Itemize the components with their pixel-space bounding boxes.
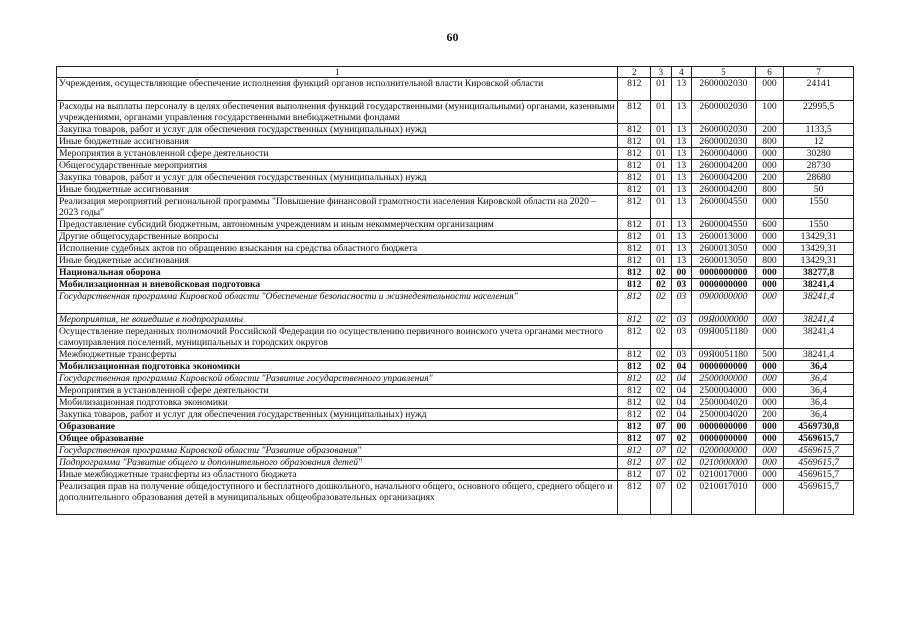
cell-target-article: 0210017000 <box>692 469 756 481</box>
cell-subsection: 13 <box>671 219 691 231</box>
cell-name: Подпрограмма "Развитие общего и дополнительного образования детей" <box>57 457 618 469</box>
table-row <box>57 255 854 267</box>
cell-target-article: 2600004200 <box>692 160 756 172</box>
cell-admin-code: 812 <box>618 267 651 279</box>
cell-admin-code: 812 <box>618 326 651 349</box>
cell-admin-code: 812 <box>618 409 651 421</box>
table-row <box>57 172 854 184</box>
cell-name: Учреждения, осуществляющие обеспечение исполнения функций органов исполнительной власти Кировской области <box>57 78 618 101</box>
header-col-1: 1 <box>57 67 618 78</box>
cell-section: 07 <box>651 421 671 433</box>
cell-target-article: 0000000000 <box>692 279 756 291</box>
cell-admin-code: 812 <box>618 124 651 136</box>
cell-amount: 13429,31 <box>784 231 854 243</box>
cell-admin-code: 812 <box>618 397 651 409</box>
cell-subsection: 03 <box>671 314 691 326</box>
cell-target-article: 0000000000 <box>692 421 756 433</box>
cell-section: 07 <box>651 481 671 515</box>
cell-name: Исполнение судебных актов по обращению взыскания на средства областного бюджета <box>57 243 618 255</box>
cell-target-article: 2600004200 <box>692 172 756 184</box>
cell-section: 01 <box>651 219 671 231</box>
table-row <box>57 349 854 361</box>
cell-section: 01 <box>651 172 671 184</box>
cell-section: 01 <box>651 160 671 172</box>
cell-section: 02 <box>651 385 671 397</box>
cell-target-article: 2600002030 <box>692 101 756 124</box>
table-row <box>57 433 854 445</box>
cell-amount: 13429,31 <box>784 243 854 255</box>
cell-name: Межбюджетные трансферты <box>57 349 618 361</box>
cell-name: Государственная программа Кировской области "Обеспечение безопасности и жизнедеятельности населения" <box>57 291 618 314</box>
cell-section: 02 <box>651 397 671 409</box>
cell-subsection: 13 <box>671 78 691 101</box>
cell-target-article: 0000000000 <box>692 267 756 279</box>
cell-section: 01 <box>651 243 671 255</box>
table-row <box>57 243 854 255</box>
cell-name: Мероприятия в установленной сфере деятельности <box>57 385 618 397</box>
cell-section: 02 <box>651 373 671 385</box>
cell-subsection: 04 <box>671 397 691 409</box>
cell-amount: 50 <box>784 184 854 196</box>
cell-section: 07 <box>651 457 671 469</box>
cell-target-article: 09Я0000000 <box>692 314 756 326</box>
cell-name: Реализация мероприятий региональной программы "Повышение финансовой грамотности населения Кировской области на 2020 – 2023 годы" <box>57 196 618 219</box>
table-row <box>57 314 854 326</box>
cell-expense-type: 000 <box>755 433 784 445</box>
cell-amount: 36,4 <box>784 409 854 421</box>
cell-amount: 24141 <box>784 78 854 101</box>
table-row <box>57 291 854 314</box>
cell-section: 01 <box>651 136 671 148</box>
cell-admin-code: 812 <box>618 385 651 397</box>
cell-name: Образование <box>57 421 618 433</box>
cell-subsection: 13 <box>671 136 691 148</box>
cell-amount: 1550 <box>784 196 854 219</box>
cell-target-article: 0210017010 <box>692 481 756 515</box>
cell-subsection: 04 <box>671 361 691 373</box>
cell-amount: 36,4 <box>784 397 854 409</box>
cell-section: 02 <box>651 314 671 326</box>
cell-section: 01 <box>651 101 671 124</box>
cell-expense-type: 000 <box>755 326 784 349</box>
cell-target-article: 2500004020 <box>692 409 756 421</box>
cell-subsection: 13 <box>671 231 691 243</box>
cell-section: 07 <box>651 445 671 457</box>
cell-amount: 4569615,7 <box>784 457 854 469</box>
cell-name: Закупка товаров, работ и услуг для обеспечения государственных (муниципальных) нужд <box>57 172 618 184</box>
table-row <box>57 267 854 279</box>
cell-name: Другие общегосударственные вопросы <box>57 231 618 243</box>
cell-target-article: 2500004020 <box>692 397 756 409</box>
cell-name: Иные бюджетные ассигнования <box>57 184 618 196</box>
table-row <box>57 148 854 160</box>
cell-admin-code: 812 <box>618 291 651 314</box>
cell-expense-type: 000 <box>755 291 784 314</box>
header-col-7: 7 <box>784 67 854 78</box>
cell-expense-type: 500 <box>755 349 784 361</box>
cell-expense-type: 100 <box>755 101 784 124</box>
cell-name: Мероприятия в установленной сфере деятельности <box>57 148 618 160</box>
cell-target-article: 2500004000 <box>692 385 756 397</box>
table-row <box>57 373 854 385</box>
cell-expense-type: 000 <box>755 279 784 291</box>
cell-section: 02 <box>651 267 671 279</box>
cell-admin-code: 812 <box>618 101 651 124</box>
cell-admin-code: 812 <box>618 136 651 148</box>
cell-section: 01 <box>651 196 671 219</box>
cell-admin-code: 812 <box>618 349 651 361</box>
cell-expense-type: 200 <box>755 124 784 136</box>
cell-target-article: 2600002030 <box>692 78 756 101</box>
cell-subsection: 13 <box>671 184 691 196</box>
cell-expense-type: 000 <box>755 243 784 255</box>
table-row <box>57 397 854 409</box>
header-col-6: 6 <box>755 67 784 78</box>
cell-expense-type: 800 <box>755 255 784 267</box>
cell-section: 07 <box>651 433 671 445</box>
table-row <box>57 421 854 433</box>
cell-subsection: 13 <box>671 148 691 160</box>
cell-subsection: 03 <box>671 349 691 361</box>
header-col-5: 5 <box>692 67 756 78</box>
cell-admin-code: 812 <box>618 160 651 172</box>
table-row <box>57 469 854 481</box>
cell-section: 01 <box>651 148 671 160</box>
cell-section: 01 <box>651 255 671 267</box>
header-col-3: 3 <box>651 67 671 78</box>
cell-expense-type: 000 <box>755 314 784 326</box>
cell-amount: 1133,5 <box>784 124 854 136</box>
cell-expense-type: 000 <box>755 196 784 219</box>
cell-expense-type: 200 <box>755 409 784 421</box>
cell-subsection: 02 <box>671 481 691 515</box>
cell-expense-type: 000 <box>755 148 784 160</box>
cell-name: Реализация прав на получение общедоступного и бесплатного дошкольного, начального общего, основного общего, среднего общего и дополнительного образования детей в муниципальных общеобразовательных организациях <box>57 481 618 515</box>
cell-admin-code: 812 <box>618 433 651 445</box>
cell-name: Закупка товаров, работ и услуг для обеспечения государственных (муниципальных) нужд <box>57 124 618 136</box>
cell-admin-code: 812 <box>618 481 651 515</box>
table-row <box>57 136 854 148</box>
table-row <box>57 231 854 243</box>
cell-admin-code: 812 <box>618 148 651 160</box>
cell-expense-type: 800 <box>755 184 784 196</box>
cell-subsection: 04 <box>671 373 691 385</box>
cell-admin-code: 812 <box>618 231 651 243</box>
cell-name: Иные межбюджетные трансферты из областного бюджета <box>57 469 618 481</box>
cell-expense-type: 000 <box>755 421 784 433</box>
cell-section: 01 <box>651 231 671 243</box>
cell-expense-type: 000 <box>755 267 784 279</box>
cell-amount: 4569615,7 <box>784 433 854 445</box>
cell-amount: 30280 <box>784 148 854 160</box>
cell-admin-code: 812 <box>618 373 651 385</box>
cell-expense-type: 000 <box>755 373 784 385</box>
cell-target-article: 2600002030 <box>692 136 756 148</box>
cell-section: 07 <box>651 469 671 481</box>
cell-expense-type: 000 <box>755 469 784 481</box>
cell-name: Национальная оборона <box>57 267 618 279</box>
cell-subsection: 04 <box>671 409 691 421</box>
cell-name: Расходы на выплаты персоналу в целях обеспечения выполнения функций государственными (муниципальными) органами, казенными учреждениями, органами управления государственными внебюджетными фондами <box>57 101 618 124</box>
cell-expense-type: 800 <box>755 136 784 148</box>
cell-target-article: 0900000000 <box>692 291 756 314</box>
cell-admin-code: 812 <box>618 361 651 373</box>
cell-subsection: 13 <box>671 160 691 172</box>
cell-section: 01 <box>651 184 671 196</box>
cell-amount: 38277,8 <box>784 267 854 279</box>
cell-name: Мобилизационная подготовка экономики <box>57 397 618 409</box>
cell-subsection: 02 <box>671 433 691 445</box>
cell-amount: 4569615,7 <box>784 469 854 481</box>
cell-subsection: 13 <box>671 101 691 124</box>
cell-amount: 4569615,7 <box>784 481 854 515</box>
cell-expense-type: 200 <box>755 172 784 184</box>
cell-target-article: 2600013050 <box>692 255 756 267</box>
cell-subsection: 13 <box>671 124 691 136</box>
table-row <box>57 385 854 397</box>
cell-name: Закупка товаров, работ и услуг для обеспечения государственных (муниципальных) нужд <box>57 409 618 421</box>
cell-target-article: 09Я0051180 <box>692 326 756 349</box>
cell-target-article: 0210000000 <box>692 457 756 469</box>
table-row <box>57 361 854 373</box>
cell-section: 02 <box>651 409 671 421</box>
cell-amount: 36,4 <box>784 385 854 397</box>
cell-target-article: 2600004200 <box>692 184 756 196</box>
cell-name: Государственная программа Кировской области "Развитие образования" <box>57 445 618 457</box>
cell-amount: 12 <box>784 136 854 148</box>
table-header-row <box>57 67 854 78</box>
table-row <box>57 124 854 136</box>
cell-name: Мобилизационная и вневойсковая подготовка <box>57 279 618 291</box>
cell-subsection: 02 <box>671 457 691 469</box>
table-row <box>57 326 854 349</box>
cell-admin-code: 812 <box>618 314 651 326</box>
cell-expense-type: 600 <box>755 219 784 231</box>
cell-section: 02 <box>651 279 671 291</box>
cell-admin-code: 812 <box>618 445 651 457</box>
cell-section: 01 <box>651 78 671 101</box>
cell-name: Осуществление переданных полномочий Российской Федерации по осуществлению первичного воинского учета органами местного самоуправления поселений, муниципальных и городских округов <box>57 326 618 349</box>
table-row <box>57 409 854 421</box>
cell-admin-code: 812 <box>618 184 651 196</box>
table-row <box>57 184 854 196</box>
cell-admin-code: 812 <box>618 172 651 184</box>
cell-admin-code: 812 <box>618 219 651 231</box>
cell-admin-code: 812 <box>618 196 651 219</box>
table-row <box>57 101 854 124</box>
cell-name: Предоставление субсидий бюджетным, автономным учреждениям и иным некоммерческим организациям <box>57 219 618 231</box>
cell-section: 02 <box>651 326 671 349</box>
cell-admin-code: 812 <box>618 255 651 267</box>
cell-amount: 4569730,8 <box>784 421 854 433</box>
cell-target-article: 09Я0051180 <box>692 349 756 361</box>
cell-subsection: 00 <box>671 421 691 433</box>
cell-name: Государственная программа Кировской области "Развитие государственного управления" <box>57 373 618 385</box>
cell-section: 01 <box>651 124 671 136</box>
cell-section: 02 <box>651 361 671 373</box>
table-row <box>57 279 854 291</box>
cell-target-article: 2600004000 <box>692 148 756 160</box>
cell-target-article: 2600004550 <box>692 196 756 219</box>
cell-expense-type: 000 <box>755 78 784 101</box>
cell-amount: 38241,4 <box>784 291 854 314</box>
cell-expense-type: 000 <box>755 481 784 515</box>
cell-subsection: 00 <box>671 267 691 279</box>
cell-target-article: 2600002030 <box>692 124 756 136</box>
cell-amount: 38241,4 <box>784 326 854 349</box>
header-col-4: 4 <box>671 67 691 78</box>
cell-subsection: 04 <box>671 385 691 397</box>
cell-admin-code: 812 <box>618 279 651 291</box>
cell-subsection: 02 <box>671 469 691 481</box>
cell-amount: 22995,5 <box>784 101 854 124</box>
cell-section: 02 <box>651 349 671 361</box>
cell-expense-type: 000 <box>755 385 784 397</box>
cell-admin-code: 812 <box>618 469 651 481</box>
cell-amount: 28680 <box>784 172 854 184</box>
cell-amount: 28730 <box>784 160 854 172</box>
cell-target-article: 2600004550 <box>692 219 756 231</box>
cell-expense-type: 000 <box>755 457 784 469</box>
cell-amount: 38241,4 <box>784 279 854 291</box>
cell-target-article: 2600013000 <box>692 231 756 243</box>
cell-subsection: 13 <box>671 172 691 184</box>
cell-expense-type: 000 <box>755 397 784 409</box>
cell-name: Мобилизационная подготовка экономики <box>57 361 618 373</box>
cell-target-article: 0000000000 <box>692 433 756 445</box>
table-row <box>57 196 854 219</box>
cell-subsection: 13 <box>671 255 691 267</box>
cell-amount: 4569615,7 <box>784 445 854 457</box>
cell-amount: 36,4 <box>784 373 854 385</box>
cell-name: Иные бюджетные ассигнования <box>57 136 618 148</box>
cell-subsection: 03 <box>671 279 691 291</box>
table-row <box>57 457 854 469</box>
cell-amount: 36,4 <box>784 361 854 373</box>
cell-amount: 1550 <box>784 219 854 231</box>
cell-target-article: 0200000000 <box>692 445 756 457</box>
cell-expense-type: 000 <box>755 231 784 243</box>
table-row <box>57 445 854 457</box>
cell-subsection: 13 <box>671 196 691 219</box>
cell-target-article: 2600013050 <box>692 243 756 255</box>
cell-subsection: 03 <box>671 326 691 349</box>
cell-expense-type: 000 <box>755 160 784 172</box>
cell-expense-type: 000 <box>755 361 784 373</box>
table-row <box>57 481 854 515</box>
cell-name: Иные бюджетные ассигнования <box>57 255 618 267</box>
cell-admin-code: 812 <box>618 457 651 469</box>
cell-name: Мероприятия, не вошедшие в подпрограммы <box>57 314 618 326</box>
cell-admin-code: 812 <box>618 421 651 433</box>
table-row <box>57 78 854 101</box>
cell-admin-code: 812 <box>618 78 651 101</box>
cell-section: 02 <box>651 291 671 314</box>
cell-target-article: 2500000000 <box>692 373 756 385</box>
budget-table <box>56 66 854 515</box>
cell-admin-code: 812 <box>618 243 651 255</box>
cell-amount: 38241,4 <box>784 349 854 361</box>
cell-amount: 38241,4 <box>784 314 854 326</box>
cell-name: Общее образование <box>57 433 618 445</box>
cell-expense-type: 000 <box>755 445 784 457</box>
cell-subsection: 03 <box>671 291 691 314</box>
header-col-2: 2 <box>618 67 651 78</box>
cell-name: Общегосударственные мероприятия <box>57 160 618 172</box>
cell-subsection: 13 <box>671 243 691 255</box>
table-row <box>57 160 854 172</box>
cell-subsection: 02 <box>671 445 691 457</box>
table-row <box>57 219 854 231</box>
cell-amount: 13429,31 <box>784 255 854 267</box>
cell-target-article: 0000000000 <box>692 361 756 373</box>
page-number: 60 <box>446 30 459 44</box>
